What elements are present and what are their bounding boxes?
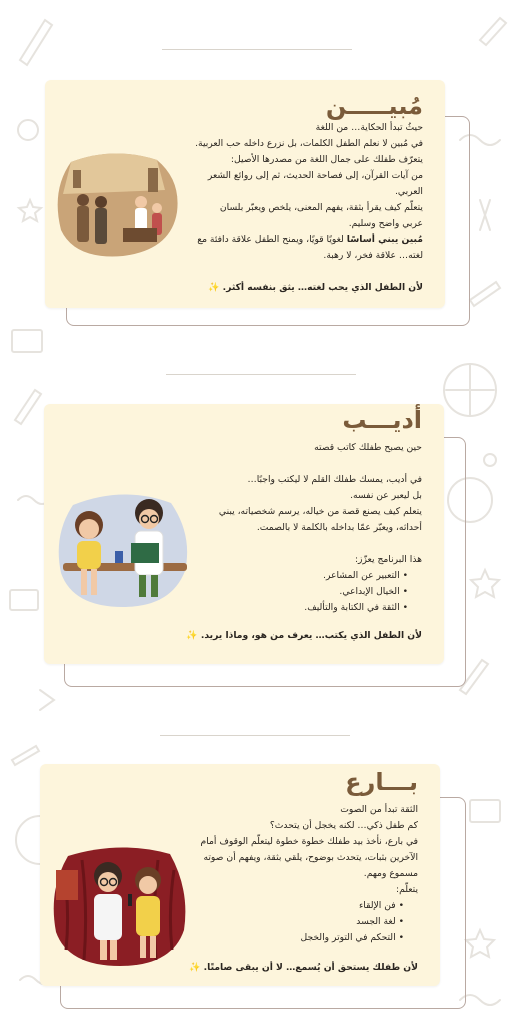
book-doodle xyxy=(12,330,42,352)
body-line xyxy=(188,232,423,248)
list-item: • التعبير عن المشاعر. xyxy=(182,568,408,584)
body-line: في أديب، يمسك طفلك القلم لا ليكتب واجبًا… xyxy=(247,474,422,485)
bullet-list xyxy=(173,898,418,946)
section-divider xyxy=(160,735,350,736)
section-body xyxy=(173,802,418,946)
list-item: • الثقة في الكتابة والتأليف. xyxy=(182,600,408,616)
section-body xyxy=(182,440,422,616)
section-tagline xyxy=(143,280,423,296)
star-doodle xyxy=(471,570,499,597)
body-line: عربي واضح وسليم. xyxy=(348,218,423,229)
body-line: بل ليعبر عن نفسه. xyxy=(350,490,422,501)
body-line: في بارع، نأخذ بيد طفلك خطوة خطوة ليتعلّم الوقوف أمام xyxy=(200,836,418,847)
section-subtitle: الثقة تبدأ من الصوت xyxy=(340,804,418,815)
body-line: يتعلم كيف يصنع قصة من خياله، يرسم شخصياته، يبني xyxy=(218,506,422,517)
bare-illustration xyxy=(50,840,190,970)
list-item: • التحكم في التوتر والخجل xyxy=(173,930,404,946)
list-intro: هذا البرنامج يعزّز: xyxy=(354,554,422,565)
sparkle-icon: ✨ xyxy=(188,962,201,973)
muben-illustration xyxy=(53,150,183,260)
section-body xyxy=(188,120,423,264)
body-line: مسموع ومهم. xyxy=(363,868,418,879)
section-divider xyxy=(166,374,356,375)
list-item: • الخيال الإبداعي. xyxy=(182,584,408,600)
sparkle-icon: ✨ xyxy=(186,630,198,641)
spacer xyxy=(182,536,422,552)
body-line: يتعلّم كيف يقرأ بثقة، يفهم المعنى، يلخص ويعبّر بلسان xyxy=(219,202,423,213)
section-tagline xyxy=(142,628,422,644)
list-intro: يتعلّم: xyxy=(395,884,418,895)
spacer xyxy=(182,456,422,472)
body-line: يتعرّف طفلك على جمال اللغة من مصدرها الأصيل: xyxy=(230,154,423,165)
body-line: العربي. xyxy=(395,186,423,197)
section-title: بـــارع xyxy=(345,768,418,796)
list-item: • فن الإلقاء xyxy=(173,898,404,914)
body-line: لغته… علاقة فخر، لا رهبة. xyxy=(323,250,423,261)
body-line: الآخرين بثبات، يتحدث بوضوح، يلقي بثقة، ويفهم أن صوته xyxy=(203,852,418,863)
list-item: • لغة الجسد xyxy=(173,914,404,930)
body-line: كم طفل ذكي… لكنه يخجل أن يتحدث؟ xyxy=(269,820,418,831)
adeeb-illustration xyxy=(53,485,193,610)
tagline-text: لأن الطفل الذي يكتب… يعرف من هو، وماذا يريد. xyxy=(200,630,422,641)
tagline-text: لأن الطفل الذي يحب لغته… يثق بنفسه أكثر. xyxy=(222,282,423,293)
sparkle-icon: ✨ xyxy=(207,282,220,293)
body-line: من آيات القرآن، إلى فصاحة الحديث، ثم إلى روائع الشعر xyxy=(207,170,423,181)
bullet-list xyxy=(182,568,422,616)
pencil-doodle xyxy=(20,20,52,65)
body-line: في مُبين لا نعلم الطفل الكلمات، بل نزرع داخله حب العربية. xyxy=(195,138,423,149)
section-title: مُبيـــــن xyxy=(325,92,423,120)
section-subtitle: حين يصبح طفلك كاتب قصته xyxy=(314,442,422,453)
section-divider xyxy=(162,49,352,50)
section-subtitle: حيثُ تبدأ الحكاية… من اللغة xyxy=(315,122,423,133)
section-title: أديـــب xyxy=(342,406,422,434)
body-line-rest: لغويًا قويًا، ويمنح الطفل علاقة دافئة مع xyxy=(197,234,347,245)
tagline-text: لأن طفلك يستحق أن يُسمع… لا أن يبقى صامتًا. xyxy=(203,962,418,973)
body-line: أحداثه، ويعبّر عمّا بداخله بالكلمة لا بالصمت. xyxy=(256,522,422,533)
bold-lead: مُبين يبني أساسًا xyxy=(346,234,423,245)
